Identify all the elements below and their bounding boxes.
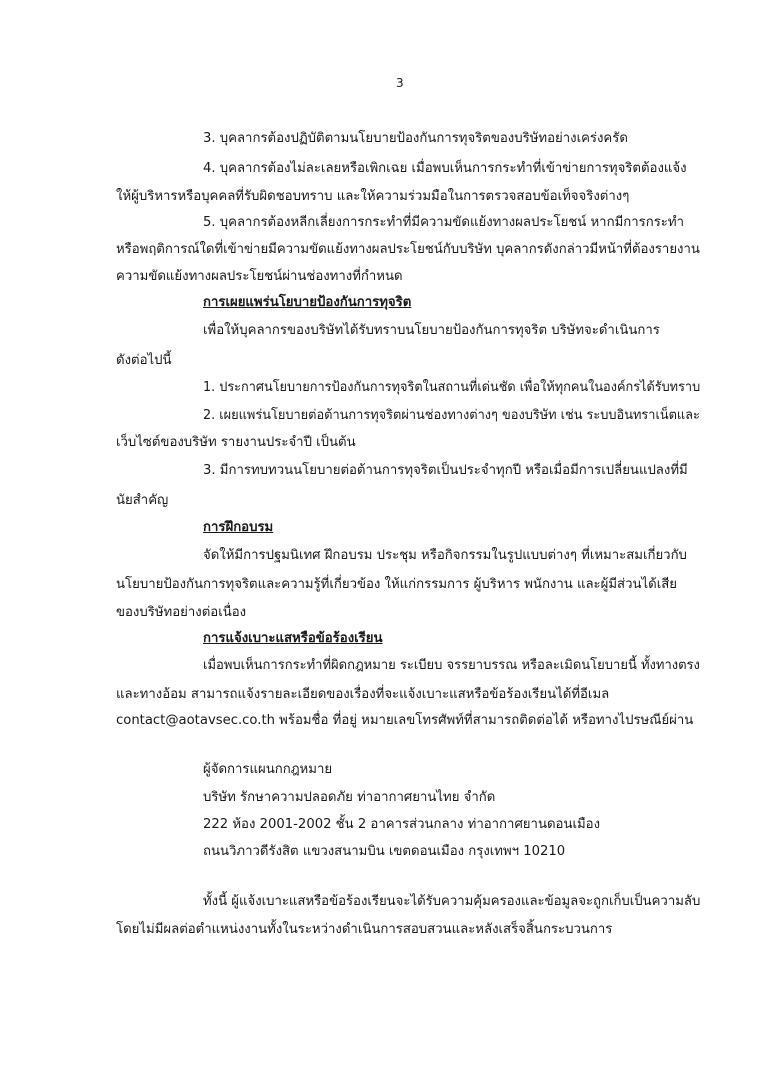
item-4-line-1: 4. บุคลากรต้องไม่ละเลยหรือเพิกเฉย เมื่อพบเห็นการกระทำที่เข้าข่ายการทุจริตต้องแจ้ง [203,161,687,176]
dissemination-item-3-line-1: 3. มีการทบทวนนโยบายต่อต้านการทุจริตเป็นประจำทุกปี หรือเมื่อมีการเปลี่ยนแปลงที่มี [203,463,688,478]
training-line-2: นโยบายป้องกันการทุจริตและความรู้ที่เกี่ยวข้อง ให้แก่กรรมการ ผู้บริหาร พนักงาน และผู้มีส่วนได้เสีย [116,577,678,592]
training-heading: การฝึกอบรม [203,520,274,535]
dissemination-heading: การเผยแพร่นโยบายป้องกันการทุจริต [203,295,412,310]
dissemination-item-2-line-1: 2. เผยแพร่นโยบายต่อต้านการทุจริตผ่านช่องทางต่างๆ ของบริษัท เช่น ระบบอินทราเน็ตและ [203,408,700,423]
whistleblowing-line-3: contact@aotavsec.co.th พร้อมชื่อ ที่อยู่ หมายเลขโทรศัพท์ที่สามารถติดต่อได้ หรือทางไปรษณีย์ผ่าน [116,713,694,728]
dissemination-item-2-line-2: เว็บไซต์ของบริษัท รายงานประจำปี เป็นต้น [116,435,356,450]
whistleblowing-heading: การแจ้งเบาะแสหรือข้อร้องเรียน [203,631,383,646]
item-5-line-2: หรือพฤติการณ์ใดที่เข้าข่ายมีความขัดแย้งทางผลประโยชน์กับบริษัท บุคลากรดังกล่าวมีหน้าที่ต้องรายงาน [116,242,700,257]
dissemination-intro-line-1: เพื่อให้บุคลากรของบริษัทได้รับทราบนโยบายป้องกันการทุจริต บริษัทจะดำเนินการ [203,323,660,338]
page-number: 3 [396,76,404,90]
item-4-line-2: ให้ผู้บริหารหรือบุคคลที่รับผิดชอบทราบ และให้ความร่วมมือในการตรวจสอบข้อเท็จจริงต่างๆ [116,189,630,204]
address-line-1: ผู้จัดการแผนกกฎหมาย [203,762,333,777]
item-5-line-1: 5. บุคลากรต้องหลีกเลี่ยงการกระทำที่มีความขัดแย้งทางผลประโยชน์ หากมีการกระทำ [203,215,684,230]
address-line-3: 222 ห้อง 2001-2002 ชั้น 2 อาคารส่วนกลาง ท่าอากาศยานดอนเมือง [203,817,601,832]
whistleblowing-line-2: และทางอ้อม สามารถแจ้งรายละเอียดของเรื่องที่จะแจ้งเบาะแสหรือข้อร้องเรียนได้ที่อีเมล [116,687,610,702]
dissemination-item-1: 1. ประกาศนโยบายการป้องกันการทุจริตในสถานที่เด่นชัด เพื่อให้ทุกคนในองค์กรได้รับทราบ [203,380,701,395]
address-line-4: ถนนวิภาวดีรังสิต แขวงสนามบิน เขตดอนเมือง กรุงเทพฯ 10210 [203,844,566,859]
training-line-3: ของบริษัทอย่างต่อเนื่อง [116,605,247,620]
training-line-1: จัดให้มีการปฐมนิเทศ ฝึกอบรม ประชุม หรือกิจกรรมในรูปแบบต่างๆ ที่เหมาะสมเกี่ยวกับ [203,548,687,563]
dissemination-intro-line-2: ดังต่อไปนี้ [116,353,172,368]
closing-line-2: โดยไม่มีผลต่อตำแหน่งงานทั้งในระหว่างดำเนินการสอบสวนและหลังเสร็จสิ้นกระบวนการ [116,922,613,937]
whistleblowing-line-1: เมื่อพบเห็นการกระทำที่ผิดกฎหมาย ระเบียบ จรรยาบรรณ หรือละเมิดนโยบายนี้ ทั้งทางตรง [203,658,700,673]
dissemination-item-3-line-2: นัยสำคัญ [116,493,169,508]
address-line-2: บริษัท รักษาความปลอดภัย ท่าอากาศยานไทย จำกัด [203,790,496,805]
item-3: 3. บุคลากรต้องปฏิบัติตามนโยบายป้องกันการทุจริตของบริษัทอย่างเคร่งครัด [203,131,628,146]
closing-line-1: ทั้งนี้ ผู้แจ้งเบาะแสหรือข้อร้องเรียนจะได้รับความคุ้มครองและข้อมูลจะถูกเก็บเป็นความลับ [203,894,701,909]
item-5-line-3: ความขัดแย้งทางผลประโยชน์ผ่านช่องทางที่กำหนด [116,269,403,284]
